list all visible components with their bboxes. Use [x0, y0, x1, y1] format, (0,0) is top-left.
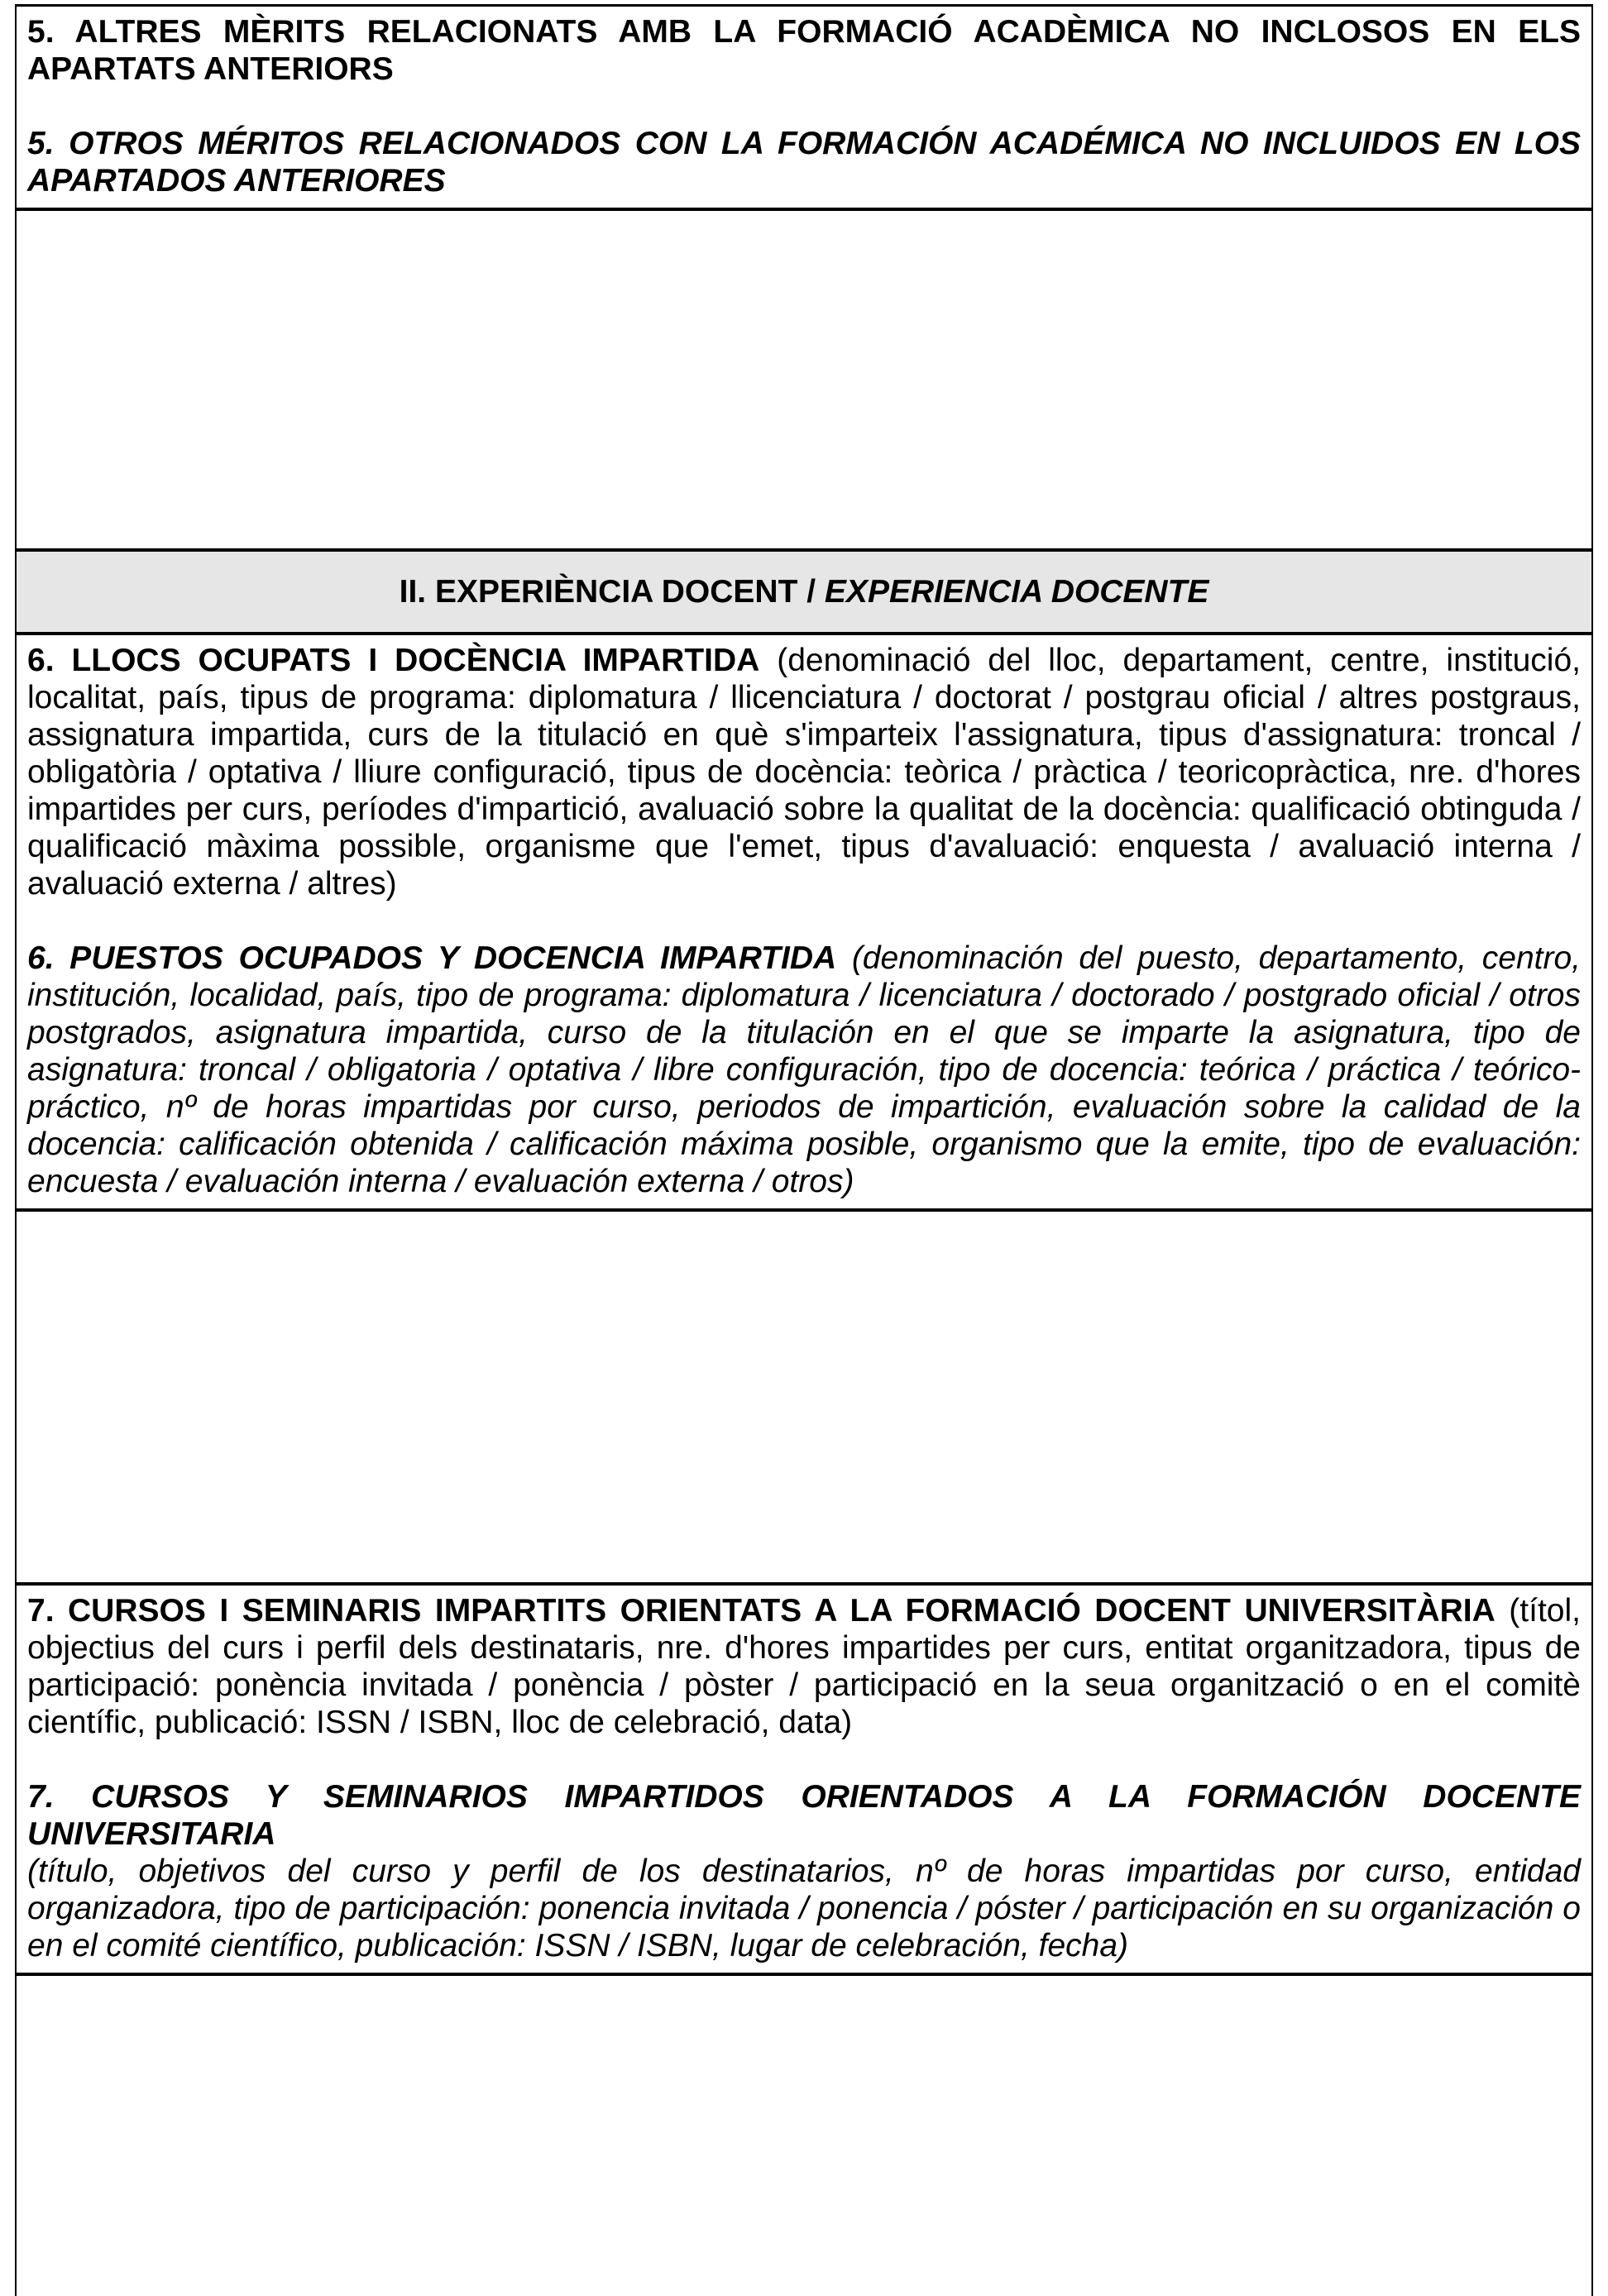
section6-description-catalan: (denominació del lloc, departament, centre, institució, localitat, país, tipus de programa: diplomatura / llicenciatura / doctorat / postgrau oficial / altres postgraus, assignatura impartida, curs de la titulació en què s'imparteix l'assignatura, tipus d'assignatura: troncal / obligatòria / optativa / lliure configuració, tipus de docència: teòrica / pràctica / teoricopràctica, nre. d'hores impartides per curs, períodes d'impartició, avaluació sobre la qualitat de la docència: qualificació obtinguda / qualificació màxima possible, organisme que l'emet, tipus d'avaluació: enquesta / avaluació interna / avaluació externa / altres) — [27, 643, 1581, 902]
section7-heading-cell — [17, 1586, 1591, 1976]
spacer — [27, 88, 1581, 125]
section5-heading-cell — [17, 7, 1591, 211]
part2-header-label-catalan: II. EXPERIÈNCIA DOCENT / — [399, 574, 816, 610]
section7-paragraph-catalan — [27, 1592, 1581, 1741]
section6-paragraph-catalan — [27, 642, 1581, 902]
section7-paragraph-spanish — [27, 1778, 1581, 1964]
spacer — [27, 902, 1581, 940]
section5-title-catalan: 5. ALTRES MÈRITS RELACIONATS AMB LA FORMACIÓ ACADÈMICA NO INCLOSOS EN ELS APARTATS ANTERIORS — [27, 14, 1581, 87]
section6-title-catalan: 6. LLOCS OCUPATS I DOCÈNCIA IMPARTIDA — [27, 643, 760, 678]
part2-docent-header — [17, 552, 1591, 635]
form-table — [15, 4, 1593, 2296]
section7-description-catalan: (títol, objectius del curs i perfil dels destinataris, nre. d'hores impartides per curs, entitat organitzadora, tipus de participació: ponència invitada / ponència / pòster / participació en la seua organització o en el comitè científic, publicació: ISSN / ISBN, lloc de celebració, data) — [27, 1593, 1581, 1740]
section7-title-catalan: 7. CURSOS I SEMINARIS IMPARTITS ORIENTATS A LA FORMACIÓ DOCENT UNIVERSITÀRIA — [27, 1593, 1496, 1629]
section6-entry-area[interactable] — [17, 1212, 1591, 1586]
section6-title-spanish: 6. PUESTOS OCUPADOS Y DOCENCIA IMPARTIDA — [27, 940, 837, 976]
section7-entry-area[interactable] — [17, 1976, 1591, 2296]
section5-title-spanish: 5. OTROS MÉRITOS RELACIONADOS CON LA FORMACIÓN ACADÉMICA NO INCLUIDOS EN LOS APARTADOS ANTERIORES — [27, 126, 1581, 199]
section7-title-spanish: 7. CURSOS Y SEMINARIOS IMPARTIDOS ORIENTADOS A LA FORMACIÓN DOCENTE UNIVERSITARIA — [27, 1779, 1581, 1852]
section6-description-spanish: (denominación del puesto, departamento, centro, institución, localidad, país, tipo de programa: diplomatura / licenciatura / doctorado / postgrado oficial / otros postgrados, asignatura impartida, curso de la titulación en el que se imparte la asignatura, tipo de asignatura: troncal / obligatoria / optativa / libre configuración, tipo de docencia: teórica / práctica / teórico-práctico, nº de horas impartidas por curso, periodos de impartición, evaluación sobre la calidad de la docencia: calificación obtenida / calificación máxima posible, organismo que la emite, tipo de evaluación: encuesta / evaluación interna / evaluación externa / otros) — [27, 940, 1581, 1199]
part2-header-label-spanish: EXPERIENCIA DOCENTE — [816, 574, 1209, 610]
section6-paragraph-spanish — [27, 940, 1581, 1200]
section6-heading-cell — [17, 635, 1591, 1212]
section7-description-spanish: (título, objetivos del curso y perfil de los destinatarios, nº de horas impartidas por curso, entidad organizadora, tipo de participación: ponencia invitada / ponencia / póster / participación en su organización o en el comité científico, publicación: ISSN / ISBN, lugar de celebración, fecha) — [27, 1854, 1581, 1964]
section5-entry-area[interactable] — [17, 211, 1591, 552]
spacer — [27, 1741, 1581, 1778]
